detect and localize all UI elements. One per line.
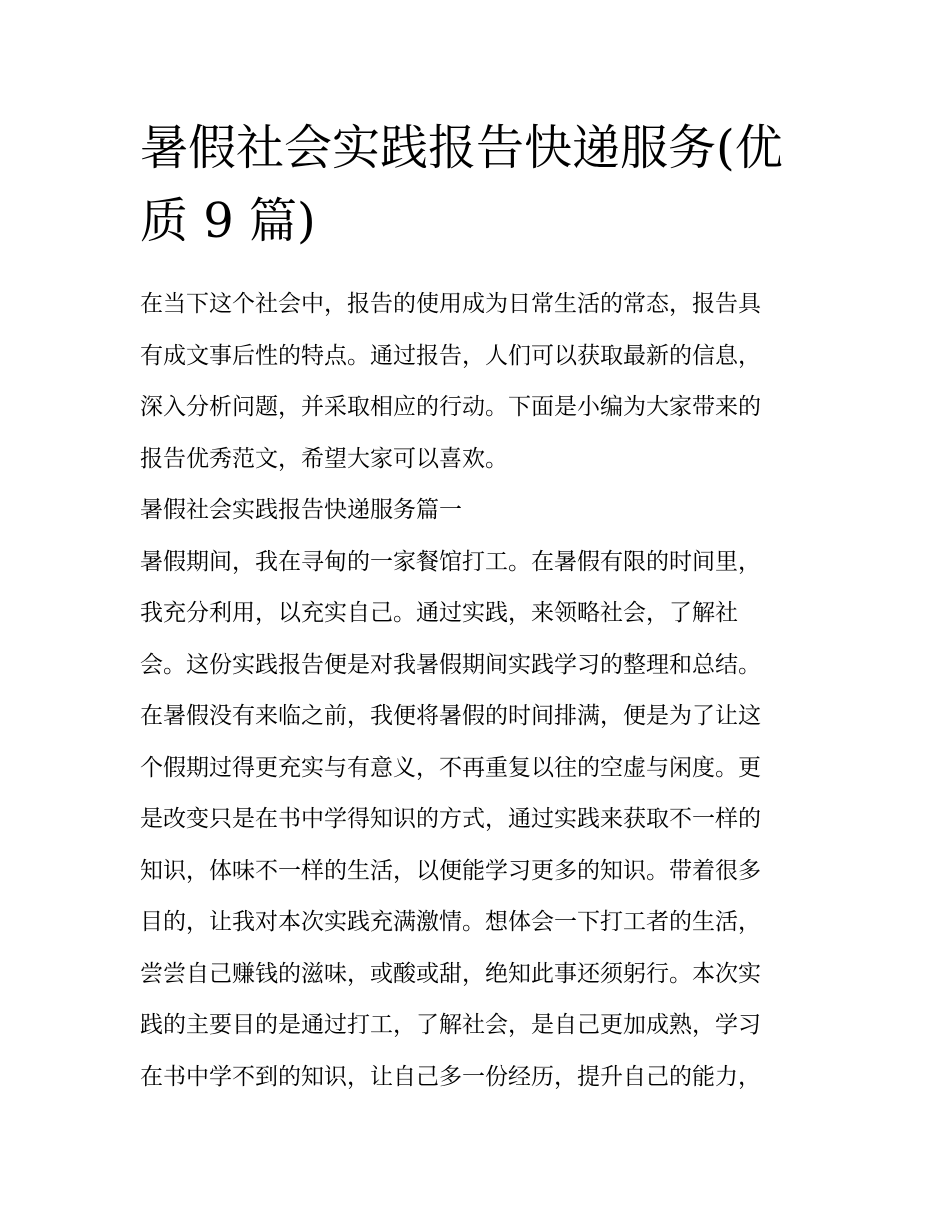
intro-line: 深入分析问题，并采取相应的行动。下面是小编为大家带来的 xyxy=(140,394,761,420)
section-line: 是改变只是在书中学得知识的方式，通过实践来获取不一样的 xyxy=(140,806,761,832)
section-line: 目的，让我对本次实践充满激情。想体会一下打工者的生活， xyxy=(140,909,761,935)
section-line: 知识，体味不一样的生活，以便能学习更多的知识。带着很多 xyxy=(140,857,761,884)
section-line: 个假期过得更充实与有意义，不再重复以往的空虚与闲度。更 xyxy=(140,754,761,781)
document-body xyxy=(140,279,820,1103)
section-line: 在暑假没有来临之前，我便将暑假的时间排满，便是为了让这 xyxy=(140,703,761,729)
section-heading: 暑假社会实践报告快递服务篇一 xyxy=(140,497,462,523)
intro-line: 有成文事后性的特点。通过报告，人们可以获取最新的信息， xyxy=(140,342,761,369)
section-line: 在书中学不到的知识，让自己多一份经历，提升自己的能力， xyxy=(140,1063,761,1090)
section-line: 我充分利用，以充实自己。通过实践，来领略社会，了解社 xyxy=(140,600,738,626)
document-title xyxy=(140,112,820,258)
section-line: 会。这份实践报告便是对我暑假期间实践学习的整理和总结。 xyxy=(140,651,761,678)
section-line: 尝尝自己赚钱的滋味，或酸或甜，绝知此事还须躬行。本次实 xyxy=(140,960,761,987)
section-line: 暑假期间，我在寻甸的一家餐馆打工。在暑假有限的时间里， xyxy=(140,548,761,575)
intro-line: 在当下这个社会中，报告的使用成为日常生活的常态，报告具 xyxy=(140,291,761,317)
title-line: 暑假社会实践报告快递服务(优 xyxy=(140,120,783,176)
intro-line: 报告优秀范文，希望大家可以喜欢。 xyxy=(140,445,508,472)
title-line: 质 9 篇) xyxy=(140,193,316,249)
section-line: 践的主要目的是通过打工，了解社会，是自己更加成熟，学习 xyxy=(140,1012,761,1038)
